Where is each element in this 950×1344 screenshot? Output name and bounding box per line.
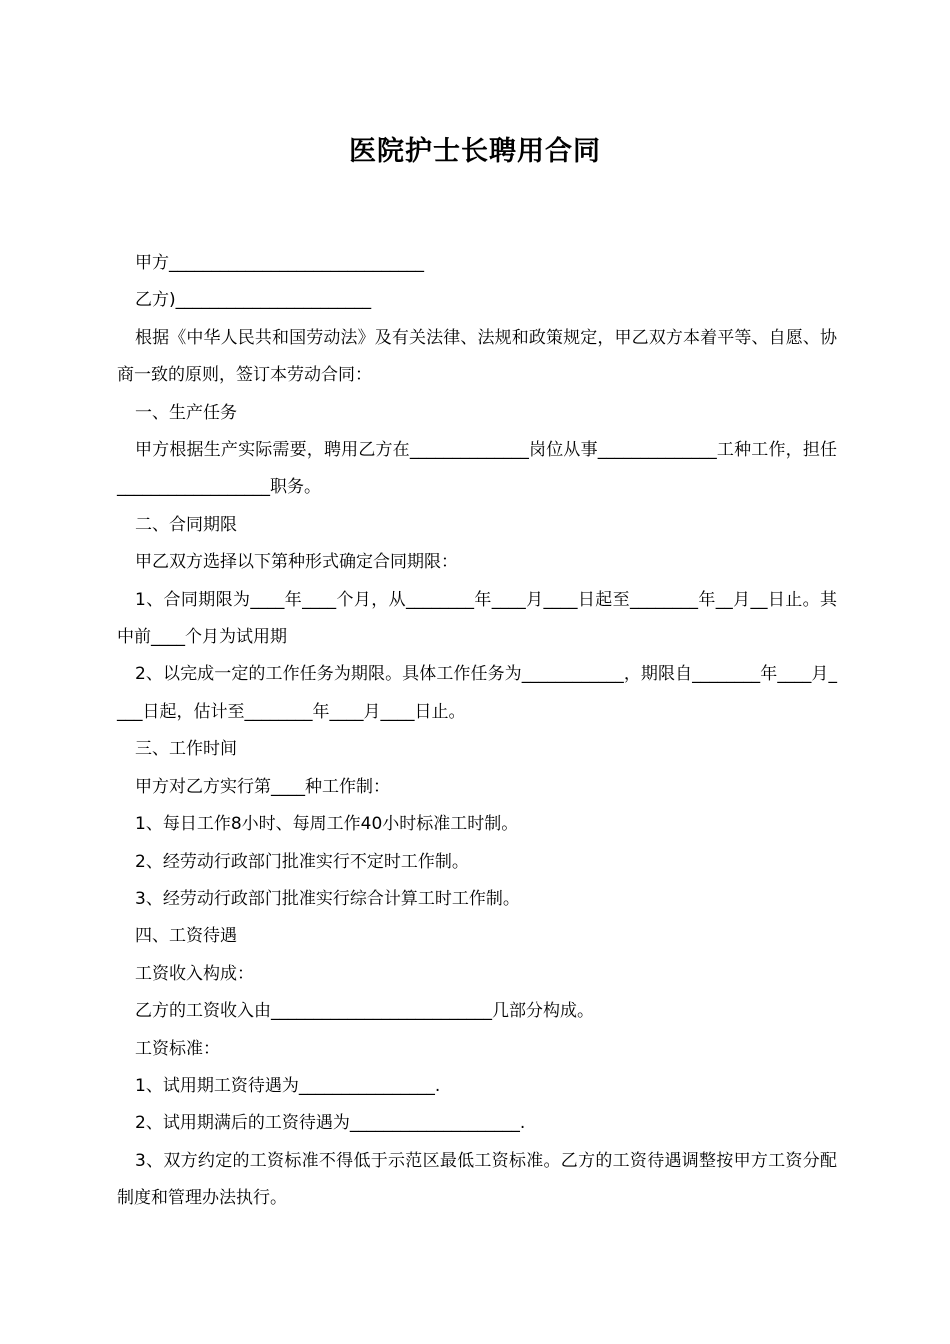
section-heading-production-task: 一、生产任务 <box>135 402 237 423</box>
working-hours-option-3: 3、经劳动行政部门批准实行综合计算工时工作制。 <box>135 888 520 909</box>
contract-term-option-1: 1、合同期限为____年____个月，从________年____月____日起至________年__月__日止。其中前____个月为试用期 <box>117 589 837 648</box>
section-heading-salary: 四、工资待遇 <box>135 926 237 947</box>
salary-standard-item-2: 2、试用期满后的工资待遇为____________________. <box>135 1113 526 1134</box>
party-b-line: 乙方)_______________________ <box>135 290 372 311</box>
salary-standard-item-1: 1、试用期工资待遇为________________. <box>135 1075 441 1096</box>
document-title: 医院护士长聘用合同 <box>349 136 601 167</box>
document-body <box>117 245 837 1218</box>
contract-term-intro: 甲乙双方选择以下第种形式确定合同期限： <box>135 552 458 573</box>
salary-standard-heading: 工资标准： <box>135 1038 220 1059</box>
party-a-line: 甲方______________________________ <box>135 253 424 273</box>
production-task-paragraph: 甲方根据生产实际需要，聘用乙方在______________岗位从事______________工种工作，担任__________________职务。 <box>117 440 837 498</box>
salary-composition-heading: 工资收入构成： <box>135 963 254 984</box>
working-hours-option-1: 1、每日工作8小时、每周工作40小时标准工时制。 <box>135 814 519 835</box>
working-hours-intro: 甲方对乙方实行第____种工作制： <box>135 776 390 797</box>
section-heading-contract-term: 二、合同期限 <box>135 514 237 535</box>
working-hours-option-2: 2、经劳动行政部门批准实行不定时工作制。 <box>135 851 469 872</box>
contract-term-option-2: 2、以完成一定的工作任务为期限。具体工作任务为____________，期限自________年____月____日起，估计至________年____月____日止。 <box>117 664 837 722</box>
salary-standard-item-3: 3、双方约定的工资标准不得低于示范区最低工资标准。乙方的工资待遇调整按甲方工资分配制度和管理办法执行。 <box>117 1150 837 1209</box>
preamble-paragraph: 根据《中华人民共和国劳动法》及有关法律、法规和政策规定，甲乙双方本着平等、自愿、协商一致的原则，签订本劳动合同： <box>117 327 837 386</box>
section-heading-working-hours: 三、工作时间 <box>135 739 237 760</box>
salary-composition-paragraph: 乙方的工资收入由__________________________几部分构成。 <box>135 1001 594 1022</box>
